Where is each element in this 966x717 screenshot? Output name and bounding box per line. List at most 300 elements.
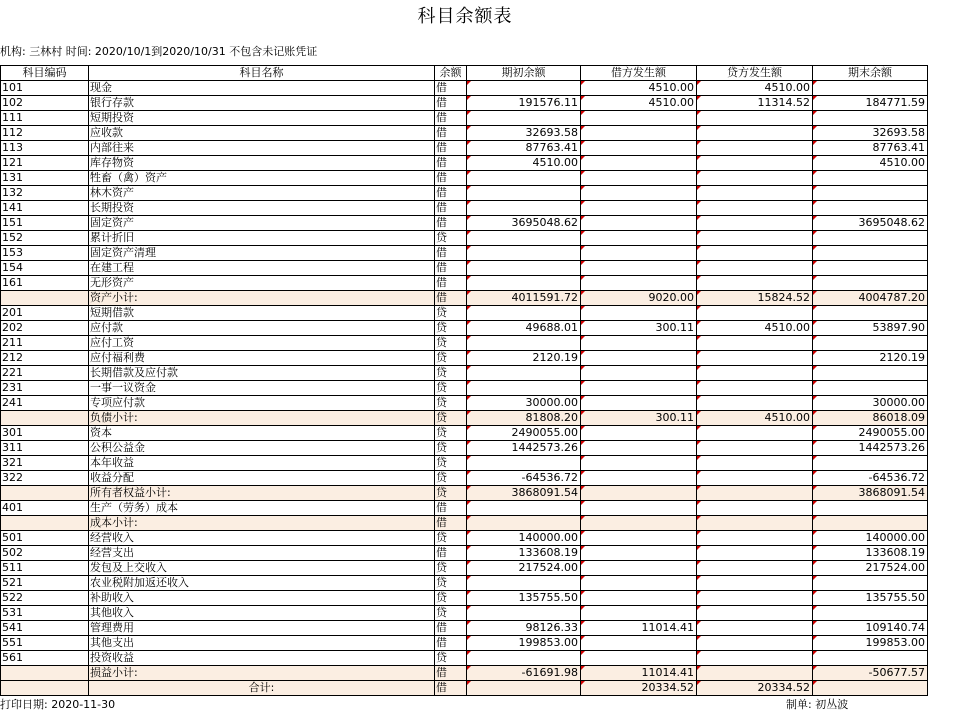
table-row <box>1 576 928 591</box>
cell-name: 资本 <box>89 426 435 441</box>
cell-credit <box>697 531 813 546</box>
cell-credit <box>697 111 813 126</box>
cell-close: 135755.50 <box>813 591 928 606</box>
cell-name: 经营支出 <box>89 546 435 561</box>
cell-credit <box>697 591 813 606</box>
cell-code: 102 <box>1 96 89 111</box>
maker: 制单: 初丛波 <box>786 698 849 711</box>
cell-debit: 300.11 <box>581 321 697 336</box>
table-row <box>1 501 928 516</box>
subtotal-row <box>1 681 928 696</box>
table-row <box>1 546 928 561</box>
cell-open: 2120.19 <box>467 351 581 366</box>
cell-close: 1442573.26 <box>813 441 928 456</box>
cell-credit <box>697 426 813 441</box>
cell-close <box>813 261 928 276</box>
cell-dir: 借 <box>435 126 467 141</box>
cell-dir: 借 <box>435 111 467 126</box>
cell-name: 负债小计: <box>89 411 435 426</box>
cell-debit: 4510.00 <box>581 81 697 96</box>
cell-code: 153 <box>1 246 89 261</box>
cell-code: 541 <box>1 621 89 636</box>
cell-code <box>1 666 89 681</box>
cell-credit: 20334.52 <box>697 681 813 696</box>
cell-dir: 贷 <box>435 471 467 486</box>
cell-open: 3695048.62 <box>467 216 581 231</box>
cell-code: 531 <box>1 606 89 621</box>
cell-name: 短期借款 <box>89 306 435 321</box>
cell-open: 133608.19 <box>467 546 581 561</box>
cell-credit <box>697 201 813 216</box>
subtotal-row <box>1 666 928 681</box>
cell-credit <box>697 366 813 381</box>
table-row <box>1 231 928 246</box>
cell-code: 522 <box>1 591 89 606</box>
cell-credit <box>697 261 813 276</box>
cell-open: 3868091.54 <box>467 486 581 501</box>
cell-name: 合计: <box>89 681 435 696</box>
cell-debit <box>581 366 697 381</box>
cell-credit <box>697 141 813 156</box>
cell-debit: 9020.00 <box>581 291 697 306</box>
cell-credit <box>697 546 813 561</box>
cell-open <box>467 501 581 516</box>
cell-code: 161 <box>1 276 89 291</box>
cell-close <box>813 381 928 396</box>
header-credit: 贷方发生额 <box>697 66 813 81</box>
cell-open: 199853.00 <box>467 636 581 651</box>
cell-dir: 借 <box>435 156 467 171</box>
cell-dir: 贷 <box>435 561 467 576</box>
cell-code <box>1 486 89 501</box>
cell-close: -64536.72 <box>813 471 928 486</box>
cell-credit <box>697 471 813 486</box>
cell-code: 141 <box>1 201 89 216</box>
cell-dir: 贷 <box>435 456 467 471</box>
report-title: 科目余额表 <box>417 6 513 27</box>
table-row <box>1 621 928 636</box>
cell-dir: 贷 <box>435 306 467 321</box>
cell-close: 133608.19 <box>813 546 928 561</box>
cell-credit <box>697 441 813 456</box>
cell-code: 202 <box>1 321 89 336</box>
cell-debit <box>581 126 697 141</box>
cell-debit <box>581 171 697 186</box>
cell-credit <box>697 651 813 666</box>
cell-dir: 贷 <box>435 426 467 441</box>
cell-name: 成本小计: <box>89 516 435 531</box>
cell-code: 322 <box>1 471 89 486</box>
cell-code: 501 <box>1 531 89 546</box>
cell-debit <box>581 186 697 201</box>
cell-open <box>467 171 581 186</box>
cell-open: 4510.00 <box>467 156 581 171</box>
cell-code <box>1 411 89 426</box>
cell-name: 短期投资 <box>89 111 435 126</box>
cell-dir: 借 <box>435 141 467 156</box>
cell-debit <box>581 216 697 231</box>
header-direction: 余额 <box>435 66 467 81</box>
cell-debit: 11014.41 <box>581 666 697 681</box>
cell-name: 农业税附加返还收入 <box>89 576 435 591</box>
table-row <box>1 351 928 366</box>
cell-name: 应付款 <box>89 321 435 336</box>
table-row <box>1 381 928 396</box>
cell-close: 86018.09 <box>813 411 928 426</box>
cell-open <box>467 516 581 531</box>
cell-code: 521 <box>1 576 89 591</box>
cell-code: 131 <box>1 171 89 186</box>
cell-open: 49688.01 <box>467 321 581 336</box>
cell-close <box>813 651 928 666</box>
table-row <box>1 126 928 141</box>
cell-code: 301 <box>1 426 89 441</box>
header-code: 科目编码 <box>1 66 89 81</box>
cell-code: 212 <box>1 351 89 366</box>
cell-open: 4011591.72 <box>467 291 581 306</box>
cell-dir: 贷 <box>435 486 467 501</box>
cell-dir: 贷 <box>435 531 467 546</box>
cell-debit: 20334.52 <box>581 681 697 696</box>
cell-open <box>467 231 581 246</box>
cell-name: 投资收益 <box>89 651 435 666</box>
cell-debit <box>581 246 697 261</box>
cell-close <box>813 501 928 516</box>
cell-debit <box>581 546 697 561</box>
cell-open: 32693.58 <box>467 126 581 141</box>
cell-debit <box>581 336 697 351</box>
cell-dir: 贷 <box>435 321 467 336</box>
cell-name: 资产小计: <box>89 291 435 306</box>
cell-name: 所有者权益小计: <box>89 486 435 501</box>
cell-name: 本年收益 <box>89 456 435 471</box>
cell-name: 公积公益金 <box>89 441 435 456</box>
cell-credit <box>697 336 813 351</box>
cell-code: 511 <box>1 561 89 576</box>
report-meta: 机构: 三林村 时间: 2020/10/1到2020/10/31 不包含未记账凭证 <box>0 45 318 58</box>
cell-code: 152 <box>1 231 89 246</box>
cell-open <box>467 381 581 396</box>
cell-name: 应收款 <box>89 126 435 141</box>
cell-dir: 借 <box>435 681 467 696</box>
cell-open <box>467 366 581 381</box>
cell-close <box>813 336 928 351</box>
cell-close: 4510.00 <box>813 156 928 171</box>
cell-close: 3695048.62 <box>813 216 928 231</box>
cell-credit <box>697 396 813 411</box>
cell-open: 140000.00 <box>467 531 581 546</box>
cell-debit <box>581 576 697 591</box>
cell-close <box>813 681 928 696</box>
cell-close <box>813 111 928 126</box>
cell-close: 4004787.20 <box>813 291 928 306</box>
cell-name: 在建工程 <box>89 261 435 276</box>
cell-debit <box>581 501 697 516</box>
cell-dir: 贷 <box>435 606 467 621</box>
cell-open <box>467 606 581 621</box>
cell-dir: 贷 <box>435 336 467 351</box>
cell-open: 217524.00 <box>467 561 581 576</box>
cell-code: 321 <box>1 456 89 471</box>
cell-code: 101 <box>1 81 89 96</box>
cell-debit <box>581 276 697 291</box>
cell-code <box>1 681 89 696</box>
cell-dir: 借 <box>435 291 467 306</box>
cell-credit <box>697 126 813 141</box>
cell-open: 135755.50 <box>467 591 581 606</box>
cell-dir: 借 <box>435 621 467 636</box>
cell-close: 217524.00 <box>813 561 928 576</box>
cell-open <box>467 276 581 291</box>
cell-name: 管理费用 <box>89 621 435 636</box>
cell-credit: 11314.52 <box>697 96 813 111</box>
cell-close: 184771.59 <box>813 96 928 111</box>
cell-open: 30000.00 <box>467 396 581 411</box>
cell-debit: 300.11 <box>581 411 697 426</box>
cell-open <box>467 306 581 321</box>
cell-code: 231 <box>1 381 89 396</box>
table-row <box>1 246 928 261</box>
cell-close <box>813 81 928 96</box>
cell-credit <box>697 516 813 531</box>
cell-debit <box>581 231 697 246</box>
cell-dir: 借 <box>435 636 467 651</box>
cell-close <box>813 276 928 291</box>
cell-debit <box>581 561 697 576</box>
table-row <box>1 636 928 651</box>
cell-credit: 15824.52 <box>697 291 813 306</box>
cell-debit <box>581 531 697 546</box>
cell-name: 库存物资 <box>89 156 435 171</box>
cell-dir: 贷 <box>435 231 467 246</box>
cell-dir: 贷 <box>435 381 467 396</box>
cell-close: 53897.90 <box>813 321 928 336</box>
cell-open: 81808.20 <box>467 411 581 426</box>
cell-name: 专项应付款 <box>89 396 435 411</box>
cell-open <box>467 651 581 666</box>
cell-open <box>467 186 581 201</box>
cell-credit <box>697 171 813 186</box>
table-row <box>1 261 928 276</box>
cell-credit <box>697 501 813 516</box>
cell-code: 121 <box>1 156 89 171</box>
table-row <box>1 141 928 156</box>
cell-credit <box>697 606 813 621</box>
cell-open: -61691.98 <box>467 666 581 681</box>
cell-close: 30000.00 <box>813 396 928 411</box>
cell-debit <box>581 636 697 651</box>
cell-open: 191576.11 <box>467 96 581 111</box>
cell-name: 长期借款及应付款 <box>89 366 435 381</box>
cell-credit <box>697 456 813 471</box>
cell-debit <box>581 396 697 411</box>
cell-name: 补助收入 <box>89 591 435 606</box>
cell-name: 林木资产 <box>89 186 435 201</box>
cell-debit <box>581 651 697 666</box>
cell-dir: 借 <box>435 171 467 186</box>
cell-close: 87763.41 <box>813 141 928 156</box>
cell-credit <box>697 351 813 366</box>
cell-credit: 4510.00 <box>697 411 813 426</box>
cell-code: 211 <box>1 336 89 351</box>
cell-name: 发包及上交收入 <box>89 561 435 576</box>
cell-credit <box>697 231 813 246</box>
cell-dir: 贷 <box>435 351 467 366</box>
cell-name: 生产（劳务）成本 <box>89 501 435 516</box>
table-row <box>1 321 928 336</box>
cell-credit <box>697 276 813 291</box>
cell-name: 内部往来 <box>89 141 435 156</box>
table-row <box>1 441 928 456</box>
cell-open <box>467 576 581 591</box>
cell-debit <box>581 591 697 606</box>
cell-name: 累计折旧 <box>89 231 435 246</box>
cell-name: 经营收入 <box>89 531 435 546</box>
cell-code: 112 <box>1 126 89 141</box>
print-date: 打印日期: 2020-11-30 <box>0 698 116 711</box>
cell-dir: 借 <box>435 81 467 96</box>
cell-debit <box>581 306 697 321</box>
cell-dir: 借 <box>435 276 467 291</box>
cell-dir: 贷 <box>435 651 467 666</box>
cell-open <box>467 111 581 126</box>
table-row <box>1 111 928 126</box>
cell-name: 收益分配 <box>89 471 435 486</box>
cell-dir: 借 <box>435 501 467 516</box>
cell-dir: 借 <box>435 246 467 261</box>
cell-code: 401 <box>1 501 89 516</box>
cell-debit <box>581 141 697 156</box>
cell-dir: 贷 <box>435 441 467 456</box>
cell-dir: 贷 <box>435 366 467 381</box>
cell-close: 109140.74 <box>813 621 928 636</box>
cell-code: 561 <box>1 651 89 666</box>
cell-dir: 借 <box>435 216 467 231</box>
cell-code: 551 <box>1 636 89 651</box>
cell-credit <box>697 576 813 591</box>
subtotal-row <box>1 486 928 501</box>
cell-credit <box>697 636 813 651</box>
cell-dir: 贷 <box>435 576 467 591</box>
cell-close <box>813 366 928 381</box>
cell-dir: 借 <box>435 96 467 111</box>
cell-credit <box>697 486 813 501</box>
table-row <box>1 561 928 576</box>
cell-name: 无形资产 <box>89 276 435 291</box>
cell-debit <box>581 471 697 486</box>
table-row <box>1 591 928 606</box>
cell-dir: 借 <box>435 261 467 276</box>
cell-debit <box>581 351 697 366</box>
cell-close: 140000.00 <box>813 531 928 546</box>
cell-open <box>467 456 581 471</box>
cell-credit <box>697 156 813 171</box>
table-row <box>1 651 928 666</box>
cell-debit <box>581 201 697 216</box>
cell-debit <box>581 111 697 126</box>
table-row <box>1 456 928 471</box>
cell-name: 其他收入 <box>89 606 435 621</box>
subtotal-row <box>1 516 928 531</box>
cell-dir: 借 <box>435 666 467 681</box>
cell-open <box>467 246 581 261</box>
table-row <box>1 531 928 546</box>
cell-credit <box>697 246 813 261</box>
cell-close: 2490055.00 <box>813 426 928 441</box>
cell-close: 199853.00 <box>813 636 928 651</box>
cell-code <box>1 516 89 531</box>
cell-close: 3868091.54 <box>813 486 928 501</box>
cell-close <box>813 516 928 531</box>
cell-dir: 贷 <box>435 411 467 426</box>
cell-credit <box>697 381 813 396</box>
cell-credit <box>697 621 813 636</box>
cell-open: 1442573.26 <box>467 441 581 456</box>
cell-name: 现金 <box>89 81 435 96</box>
cell-dir: 借 <box>435 516 467 531</box>
cell-debit <box>581 606 697 621</box>
subtotal-row <box>1 291 928 306</box>
cell-debit <box>581 381 697 396</box>
cell-code: 111 <box>1 111 89 126</box>
cell-open <box>467 681 581 696</box>
cell-debit <box>581 426 697 441</box>
cell-code <box>1 291 89 306</box>
cell-close <box>813 171 928 186</box>
subtotal-row <box>1 411 928 426</box>
cell-close <box>813 186 928 201</box>
header-closing: 期末余额 <box>813 66 928 81</box>
cell-open: 87763.41 <box>467 141 581 156</box>
cell-dir: 借 <box>435 201 467 216</box>
cell-code: 502 <box>1 546 89 561</box>
table-row <box>1 426 928 441</box>
header-debit: 借方发生额 <box>581 66 697 81</box>
cell-close <box>813 246 928 261</box>
table-row <box>1 276 928 291</box>
cell-close: -50677.57 <box>813 666 928 681</box>
cell-debit: 4510.00 <box>581 96 697 111</box>
cell-name: 固定资产清理 <box>89 246 435 261</box>
cell-open: -64536.72 <box>467 471 581 486</box>
cell-name: 固定资产 <box>89 216 435 231</box>
cell-code: 151 <box>1 216 89 231</box>
cell-close <box>813 231 928 246</box>
cell-name: 损益小计: <box>89 666 435 681</box>
table-row <box>1 606 928 621</box>
cell-dir: 贷 <box>435 591 467 606</box>
table-row <box>1 171 928 186</box>
cell-code: 154 <box>1 261 89 276</box>
cell-close <box>813 576 928 591</box>
cell-dir: 借 <box>435 546 467 561</box>
cell-credit <box>697 186 813 201</box>
cell-code: 132 <box>1 186 89 201</box>
cell-code: 221 <box>1 366 89 381</box>
cell-debit <box>581 456 697 471</box>
header-row <box>1 66 928 81</box>
cell-debit: 11014.41 <box>581 621 697 636</box>
cell-dir: 借 <box>435 186 467 201</box>
table-row <box>1 81 928 96</box>
cell-name: 牲畜（禽）资产 <box>89 171 435 186</box>
table-row <box>1 96 928 111</box>
cell-debit <box>581 156 697 171</box>
cell-name: 长期投资 <box>89 201 435 216</box>
cell-close: 32693.58 <box>813 126 928 141</box>
cell-code: 201 <box>1 306 89 321</box>
cell-code: 311 <box>1 441 89 456</box>
